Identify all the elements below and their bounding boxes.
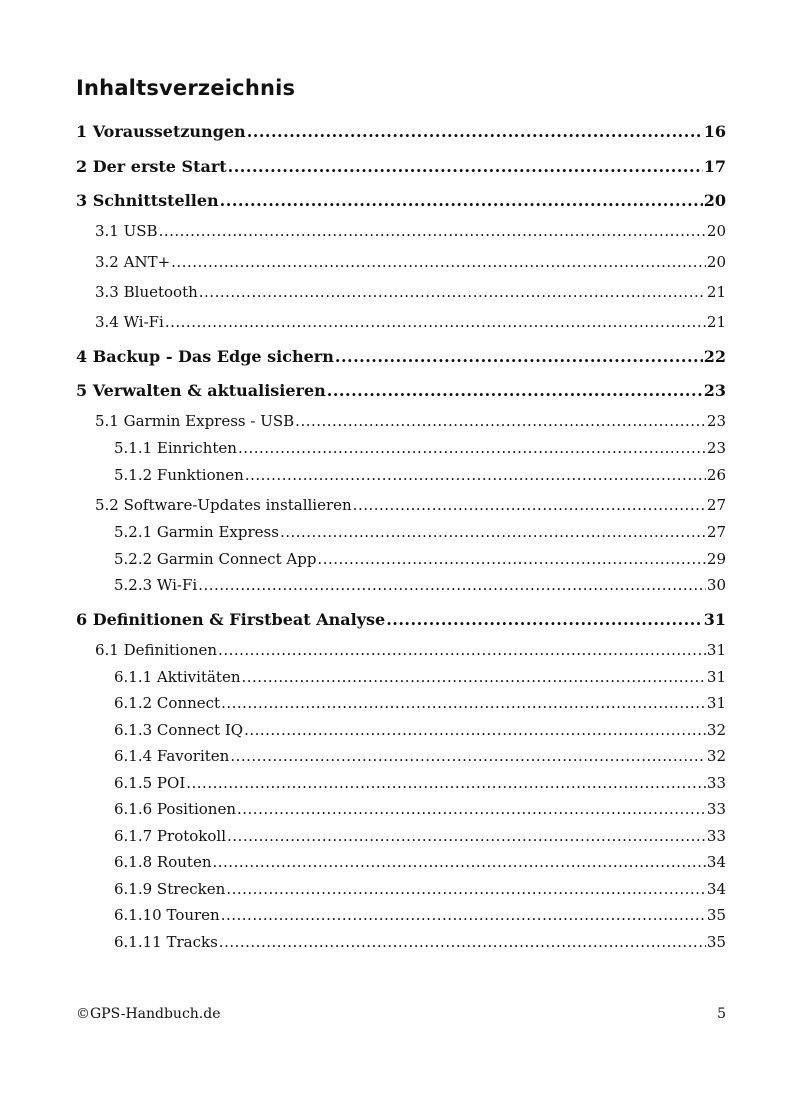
dot-leader [226, 879, 706, 899]
dot-leader [244, 720, 706, 740]
dot-leader [218, 640, 706, 660]
dot-leader [317, 549, 705, 569]
dot-leader [386, 610, 703, 630]
toc-entry[interactable] [114, 465, 726, 485]
dot-leader [230, 746, 706, 766]
toc-entry-title: 3.3 Bluetooth [95, 283, 198, 301]
toc-entry-title: 5.2.1 Garmin Express [114, 523, 279, 541]
toc-entry-title: 6.1.6 Positionen [114, 800, 236, 818]
toc-entry-title: 3.1 USB [95, 222, 158, 240]
toc-entry-page: 17 [703, 157, 726, 176]
toc-entry-page: 32 [706, 747, 726, 765]
dot-leader [238, 438, 706, 458]
dot-leader [353, 495, 706, 515]
toc-entry-title: 1 Voraussetzungen [76, 122, 246, 141]
toc-entry-title: 6.1.7 Protokoll [114, 827, 227, 845]
toc-entry-page: 27 [706, 496, 726, 514]
toc-entry-page: 20 [706, 222, 726, 240]
toc-entry[interactable] [114, 773, 726, 793]
toc-entry[interactable] [76, 381, 726, 401]
dot-leader [327, 381, 703, 401]
dot-leader [199, 282, 706, 302]
dot-leader [220, 191, 703, 211]
toc-heading: Inhaltsverzeichnis [76, 76, 296, 100]
toc-entry[interactable] [76, 157, 726, 177]
toc-entry-page: 34 [706, 853, 726, 871]
toc-entry-title: 6.1.4 Favoriten [114, 747, 230, 765]
dot-leader [171, 252, 706, 272]
toc-entry-page: 33 [706, 827, 726, 845]
dot-leader [280, 522, 706, 542]
dot-leader [228, 157, 703, 177]
toc-entry-title: 6.1.10 Touren [114, 906, 220, 924]
toc-entry-page: 34 [706, 880, 726, 898]
toc-entry-page: 31 [706, 668, 726, 686]
dot-leader [221, 905, 706, 925]
toc-entry-page: 20 [703, 191, 726, 210]
toc-entry-page: 33 [706, 800, 726, 818]
toc-entry-title: 6.1 Definitionen [95, 641, 218, 659]
toc-entry[interactable] [95, 495, 726, 515]
toc-entry[interactable] [95, 221, 726, 241]
dot-leader [219, 932, 706, 952]
toc-entry-page: 26 [706, 466, 726, 484]
toc-entry[interactable] [76, 610, 726, 630]
footer-page-number: 5 [717, 1006, 726, 1022]
toc-entry-title: 2 Der erste Start [76, 157, 227, 176]
toc-entry-title: 6.1.11 Tracks [114, 933, 218, 951]
toc-entry[interactable] [114, 826, 726, 846]
toc-entry[interactable] [114, 522, 726, 542]
toc-entry-title: 5.2.3 Wi-Fi [114, 576, 198, 594]
toc-entry[interactable] [114, 932, 726, 952]
toc-entry-title: 5 Verwalten & aktualisieren [76, 381, 326, 400]
toc-entry-page: 23 [703, 381, 726, 400]
dot-leader [227, 826, 706, 846]
dot-leader [245, 465, 706, 485]
toc-entry-page: 31 [703, 610, 726, 629]
toc-entry-title: 6.1.5 POI [114, 774, 186, 792]
toc-entry-page: 16 [703, 122, 726, 141]
dot-leader [242, 667, 706, 687]
toc-entry[interactable] [76, 347, 726, 367]
dot-leader [221, 693, 706, 713]
toc-entry-title: 6.1.1 Aktivitäten [114, 668, 241, 686]
toc-entry-page: 23 [706, 439, 726, 457]
toc-entry[interactable] [76, 191, 726, 211]
toc-entry-page: 21 [706, 313, 726, 331]
toc-entry[interactable] [114, 549, 726, 569]
toc-entry-title: 3.4 Wi-Fi [95, 313, 164, 331]
toc-entry-title: 5.2.2 Garmin Connect App [114, 550, 317, 568]
toc-entry[interactable] [95, 640, 726, 660]
toc-entry[interactable] [114, 438, 726, 458]
toc-entry[interactable] [95, 282, 726, 302]
toc-entry[interactable] [114, 746, 726, 766]
toc-entry[interactable] [95, 312, 726, 332]
toc-entry-title: 5.1 Garmin Express - USB [95, 412, 295, 430]
toc-entry[interactable] [114, 693, 726, 713]
dot-leader [213, 852, 706, 872]
toc-entry-title: 5.2 Software-Updates installieren [95, 496, 352, 514]
toc-entry[interactable] [114, 667, 726, 687]
toc-entry-title: 6.1.3 Connect IQ [114, 721, 244, 739]
dot-leader [247, 122, 703, 142]
toc-entry-title: 3 Schnittstellen [76, 191, 219, 210]
toc-entry-page: 27 [706, 523, 726, 541]
toc-entry-title: 6.1.9 Strecken [114, 880, 226, 898]
toc-entry-title: 4 Backup - Das Edge sichern [76, 347, 334, 366]
toc-entry[interactable] [95, 411, 726, 431]
toc-entry-page: 35 [706, 933, 726, 951]
footer-copyright: ©GPS-Handbuch.de [76, 1006, 221, 1022]
toc-entry-page: 35 [706, 906, 726, 924]
toc-entry-page: 31 [706, 641, 726, 659]
toc-entry-title: 5.1.1 Einrichten [114, 439, 237, 457]
toc-entry-page: 21 [706, 283, 726, 301]
toc-entry[interactable] [114, 720, 726, 740]
toc-entry-page: 31 [706, 694, 726, 712]
toc-entry[interactable] [114, 799, 726, 819]
toc-entry-title: 6.1.2 Connect [114, 694, 221, 712]
toc-entry-title: 6 Definitionen & Firstbeat Analyse [76, 610, 386, 629]
toc-entry-title: 3.2 ANT+ [95, 253, 171, 271]
dot-leader [165, 312, 706, 332]
toc-entry[interactable] [114, 879, 726, 899]
toc-entry[interactable] [114, 905, 726, 925]
toc-entry-page: 32 [706, 721, 726, 739]
toc-entry-page: 29 [706, 550, 726, 568]
toc-entry[interactable] [76, 122, 726, 142]
dot-leader [186, 773, 706, 793]
toc-entry[interactable] [114, 575, 726, 595]
dot-leader [198, 575, 706, 595]
toc-entry-page: 20 [706, 253, 726, 271]
toc-entry-title: 5.1.2 Funktionen [114, 466, 244, 484]
toc-entry-page: 30 [706, 576, 726, 594]
toc-entry-page: 23 [706, 412, 726, 430]
dot-leader [159, 221, 706, 241]
toc-entry[interactable] [95, 252, 726, 272]
toc-entry[interactable] [114, 852, 726, 872]
toc-entry-title: 6.1.8 Routen [114, 853, 212, 871]
dot-leader [335, 347, 703, 367]
toc-entry-page: 22 [703, 347, 726, 366]
toc-entry-page: 33 [706, 774, 726, 792]
dot-leader [295, 411, 706, 431]
dot-leader [237, 799, 706, 819]
